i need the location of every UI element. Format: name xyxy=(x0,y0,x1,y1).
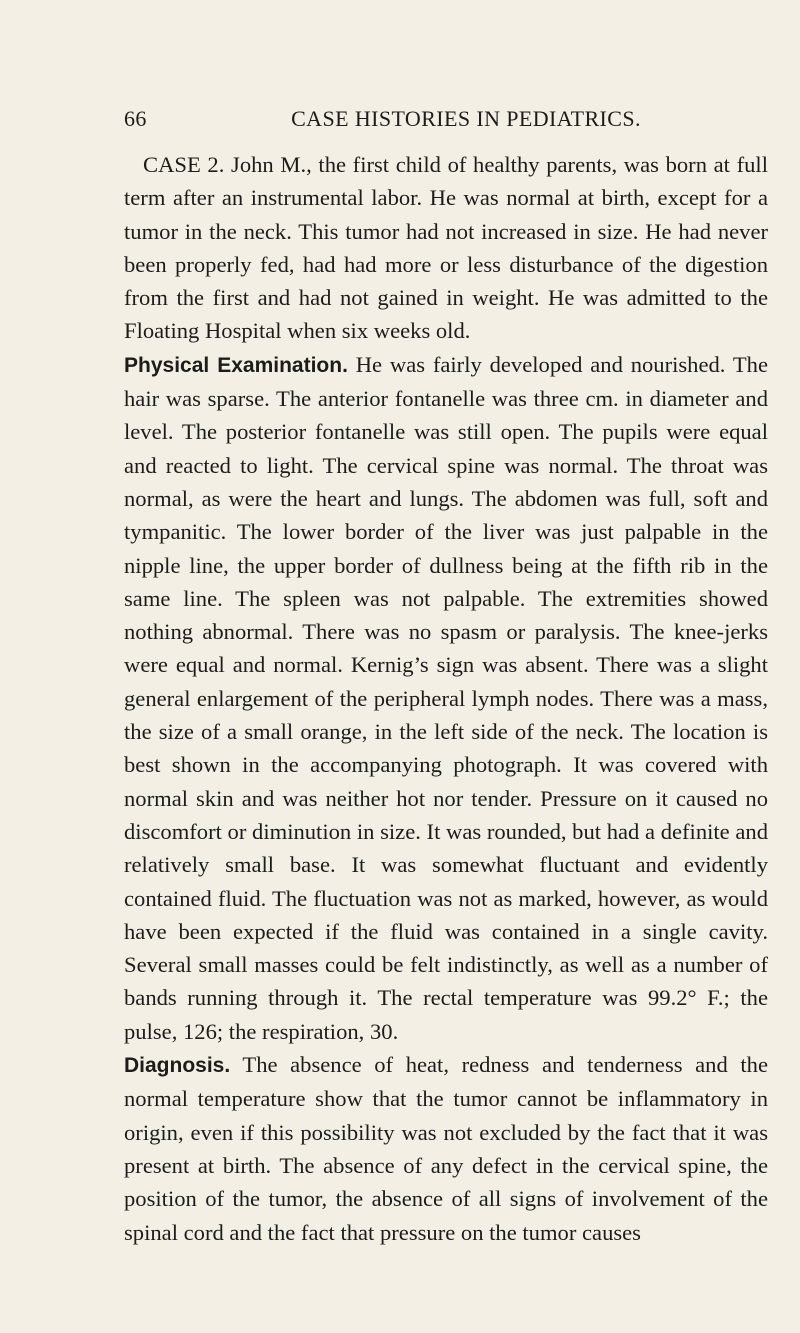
diagnosis-text: The absence of heat, redness and tenderness and the normal temperature show that the tumor cannot be inflammatory in origin, even if this possibility was not excluded by the fact that it was present at birth. The absence of any defect in the cervical spine, the position of the tumor, the absence of all signs of involvement of the spinal cord and the fact that pressure on the tumor causes xyxy=(124,1052,768,1245)
physical-examination-text: He was fairly developed and nourished. The hair was sparse. The anterior fontanelle was three cm. in diameter and level. The posterior fontanelle was still open. The pupils were equal and reacted to light. The cervical spine was normal. The throat was normal, as were the heart and lungs. The abdomen was full, soft and tympanitic. The lower border of the liver was just palpable in the nipple line, the upper border of dullness being at the fifth rib in the same line. The spleen was not palpable. The extremities showed nothing abnormal. There was no spasm or paralysis. The knee-jerks were equal and normal. Kernig’s sign was absent. There was a slight general enlargement of the peripheral lymph nodes. There was a mass, the size of a small orange, in the left side of the neck. The location is best shown in the accompanying photograph. It was covered with normal skin and was neither hot nor tender. Pressure on it caused no discomfort or diminution in size. It was rounded, but had a definite and relatively small base. It was somewhat fluctuant and evidently contained fluid. The fluctuation was not as marked, however, as would have been expected if the fluid was contained in a single cavity. Several small masses could be felt indistinctly, as well as a number of bands running through it. The rectal temperature was 99.2° F.; the pulse, 126; the respiration, 30. xyxy=(124,351,768,1044)
running-head: CASE HISTORIES IN PEDIATRICS. xyxy=(291,106,641,131)
case-text xyxy=(124,148,768,1249)
diagnosis-paragraph xyxy=(124,1048,768,1249)
physical-examination-paragraph xyxy=(124,348,768,1048)
page-number: 66 xyxy=(124,106,147,131)
diagnosis-heading: Diagnosis. xyxy=(124,1054,231,1078)
case-history-paragraph: CASE 2. John M., the first child of healthy parents, was born at full term after an instrumental labor. He was normal at birth, except for a tumor in the neck. This tumor had not increased in size. He had never been properly fed, had had more or less disturbance of the digestion from the first and had not gained in weight. He was admitted to the Floating Hospital when six weeks old. xyxy=(124,152,768,344)
physical-examination-heading: Physical Examination. xyxy=(124,353,348,377)
page-header xyxy=(124,106,768,136)
